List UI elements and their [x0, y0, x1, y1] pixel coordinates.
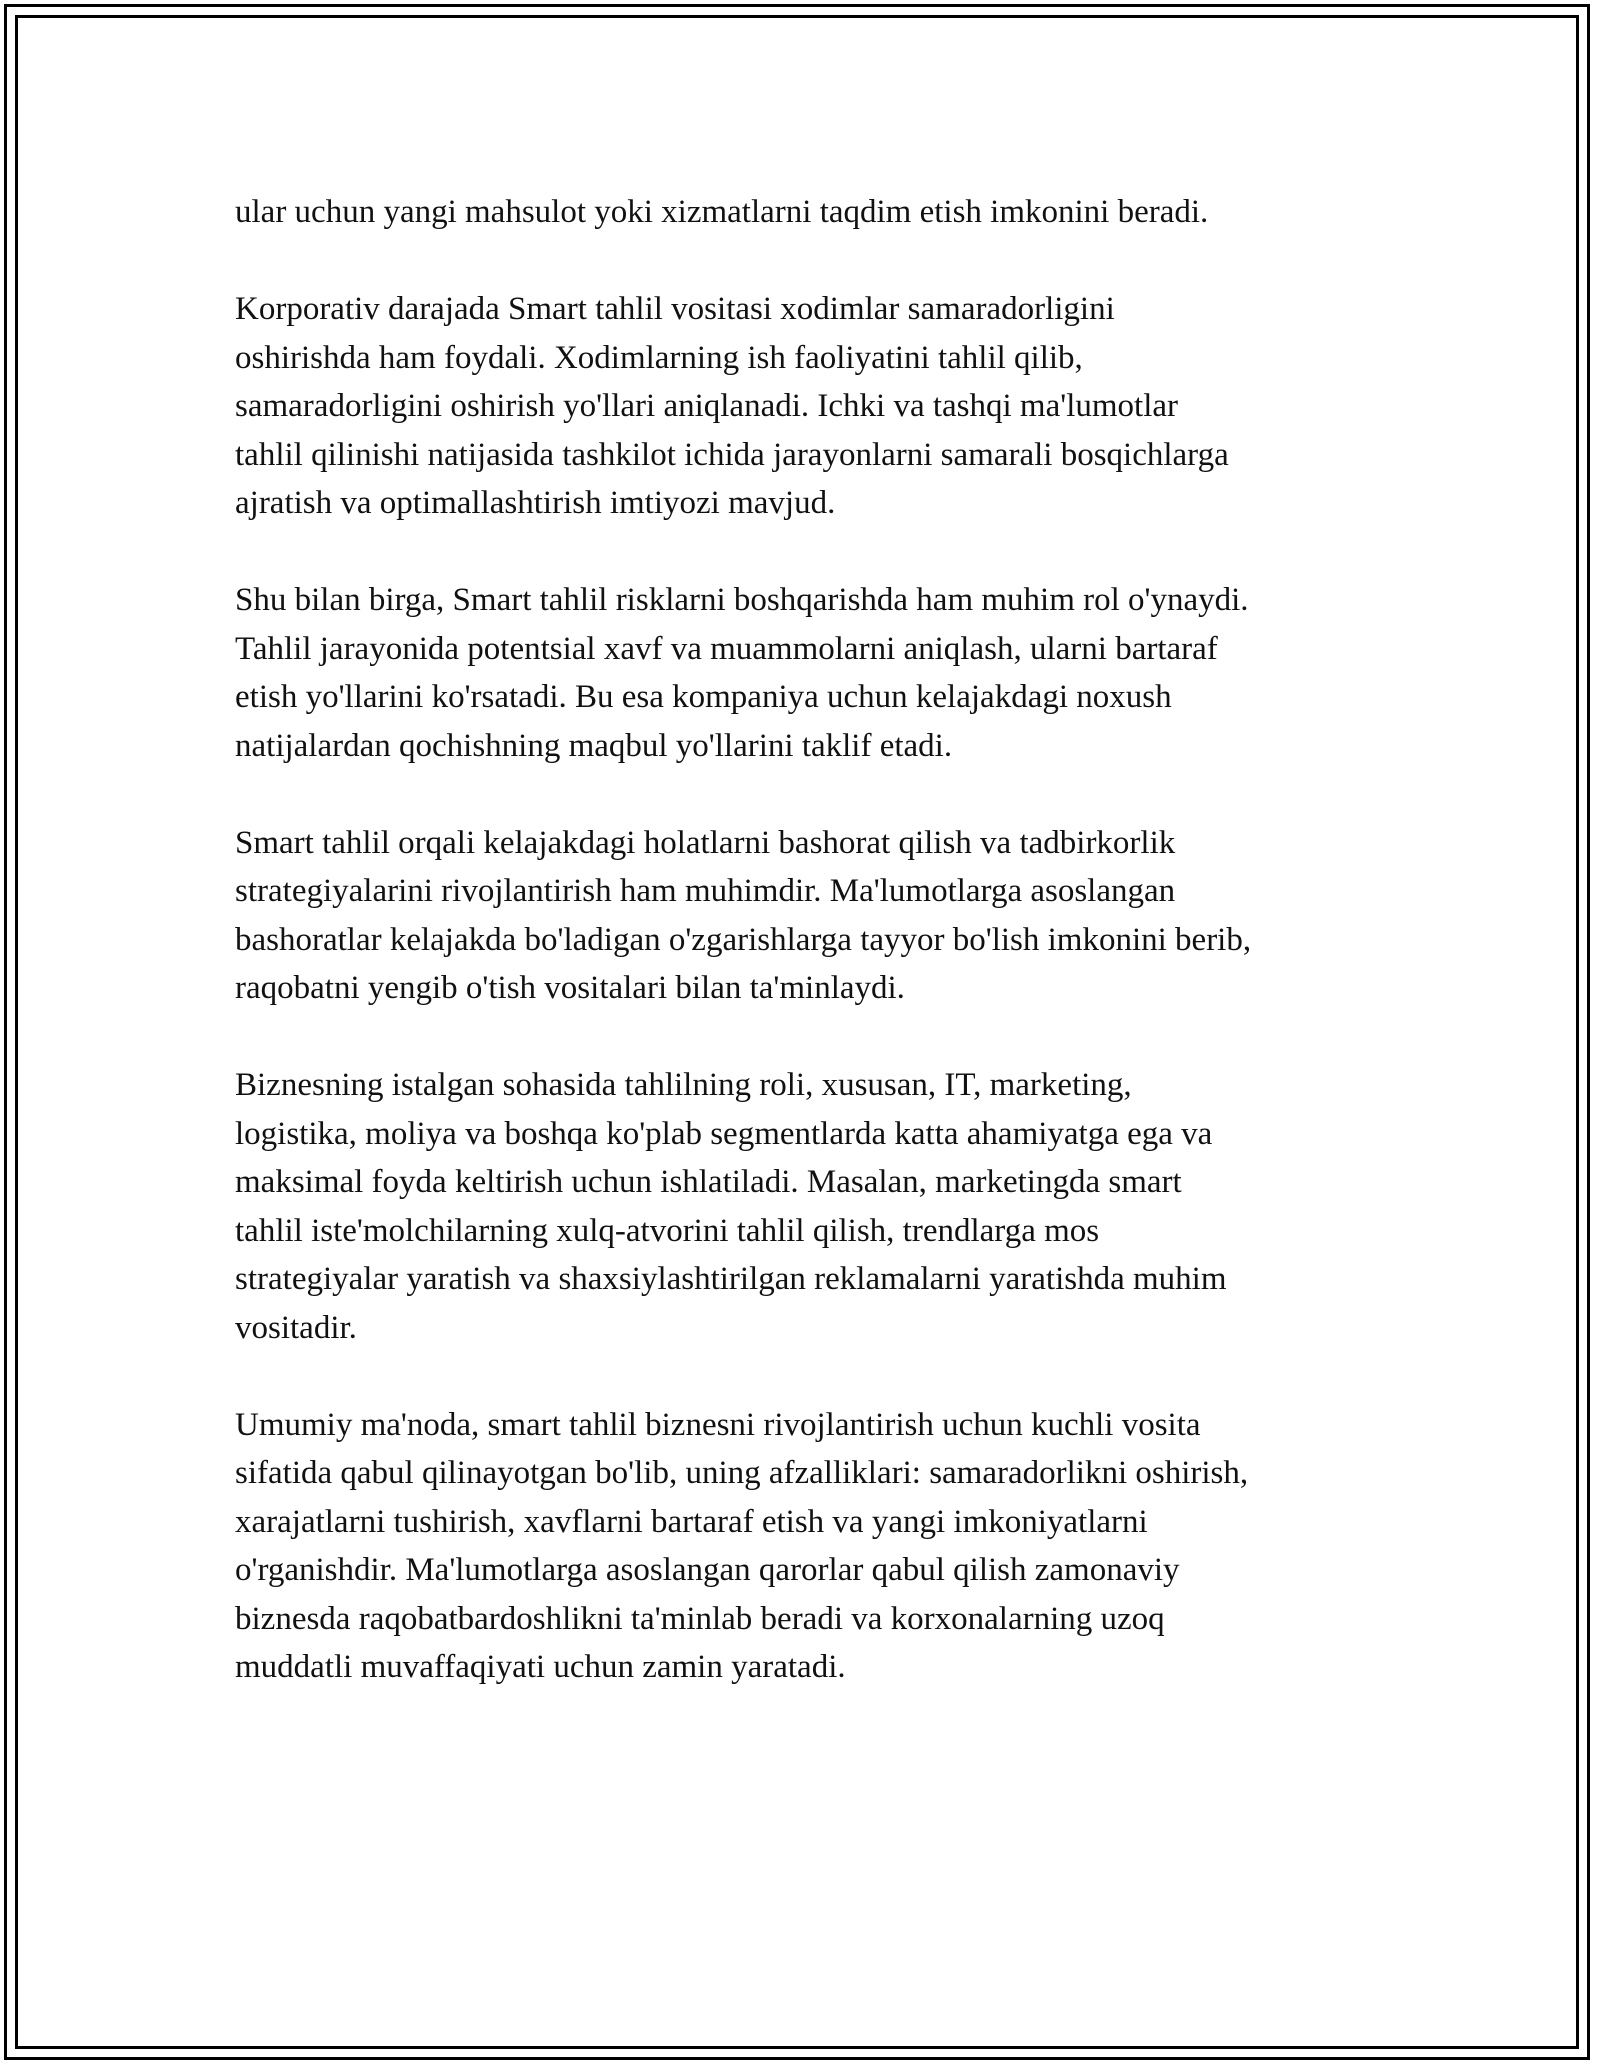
text-line: o'rganishdir. Ma'lumotlarga asoslangan qarorlar qabul qilish zamonaviy — [235, 1552, 1180, 1588]
text-line: oshirishda ham foydali. Xodimlarning ish faoliyatini tahlil qilib, — [235, 339, 1083, 376]
text-line: strategiyalar yaratish va shaxsiylashtirilgan reklamalarni yaratishda muhim — [235, 1261, 1227, 1297]
text-line: ajratish va optimallashtirish imtiyozi mavjud. — [235, 485, 836, 521]
text-line: maksimal foyda keltirish uchun ishlatiladi. Masalan, marketingda smart — [235, 1164, 1182, 1200]
text-line: xarajatlarni tushirish, xavflarni bartaraf etish va yangi imkoniyatlarni — [235, 1503, 1148, 1540]
text-line: raqobatni yengib o'tish vositalari bilan ta'minlaydi. — [235, 970, 905, 1006]
paragraph — [235, 188, 1385, 237]
text-line: Umumiy ma'noda, smart tahlil biznesni rivojlantirish uchun kuchli vosita — [235, 1406, 1201, 1443]
paragraph — [235, 819, 1385, 1013]
paragraph — [235, 576, 1385, 770]
paragraph — [235, 1061, 1385, 1352]
text-line: Korporativ darajada Smart tahlil vositasi xodimlar samaradorligini — [235, 291, 1115, 327]
text-line: samaradorligini oshirish yo'llari aniqlanadi. Ichki va tashqi ma'lumotlar — [235, 388, 1178, 424]
text-line: tahlil iste'molchilarning xulq-atvorini tahlil qilish, trendlarga mos — [235, 1212, 1100, 1249]
text-line: Shu bilan birga, Smart tahlil risklarni boshqarishda ham muhim rol o'ynaydi. — [235, 582, 1249, 618]
paragraph — [235, 285, 1385, 528]
text-line: etish yo'llarini ko'rsatadi. Bu esa kompaniya uchun kelajakdagi noxush — [235, 679, 1172, 715]
text-line: strategiyalarini rivojlantirish ham muhimdir. Ma'lumotlarga asoslangan — [235, 873, 1176, 909]
text-line: tahlil qilinishi natijasida tashkilot ichida jarayonlarni samarali bosqichlarga — [235, 436, 1229, 473]
text-line: bashoratlar kelajakda bo'ladigan o'zgarishlarga tayyor bo'lish imkonini berib, — [235, 921, 1252, 958]
text-line: Biznesning istalgan sohasida tahlilning roli, xususan, IT, marketing, — [235, 1067, 1132, 1103]
text-line: natijalardan qochishning maqbul yo'llarini taklif etadi. — [235, 727, 953, 764]
paragraph — [235, 1401, 1385, 1692]
text-line: logistika, moliya va boshqa ko'plab segmentlarda katta ahamiyatga ega va — [235, 1115, 1213, 1152]
text-line: muddatli muvaffaqiyati uchun zamin yaratadi. — [235, 1649, 846, 1685]
text-line: vositadir. — [235, 1309, 357, 1346]
text-line: Tahlil jarayonida potentsial xavf va muammolarni aniqlash, ularni bartaraf — [235, 630, 1218, 667]
text-line: Smart tahlil orqali kelajakdagi holatlarni bashorat qilish va tadbirkorlik — [235, 824, 1176, 861]
text-line: sifatida qabul qilinayotgan bo'lib, uning afzalliklari: samaradorlikni oshirish, — [235, 1455, 1249, 1491]
text-line: biznesda raqobatbardoshlikni ta'minlab beradi va korxonalarning uzoq — [235, 1600, 1165, 1637]
text-line: ular uchun yangi mahsulot yoki xizmatlarni taqdim etish imkonini beradi. — [235, 194, 1209, 230]
document-body — [235, 188, 1385, 1740]
